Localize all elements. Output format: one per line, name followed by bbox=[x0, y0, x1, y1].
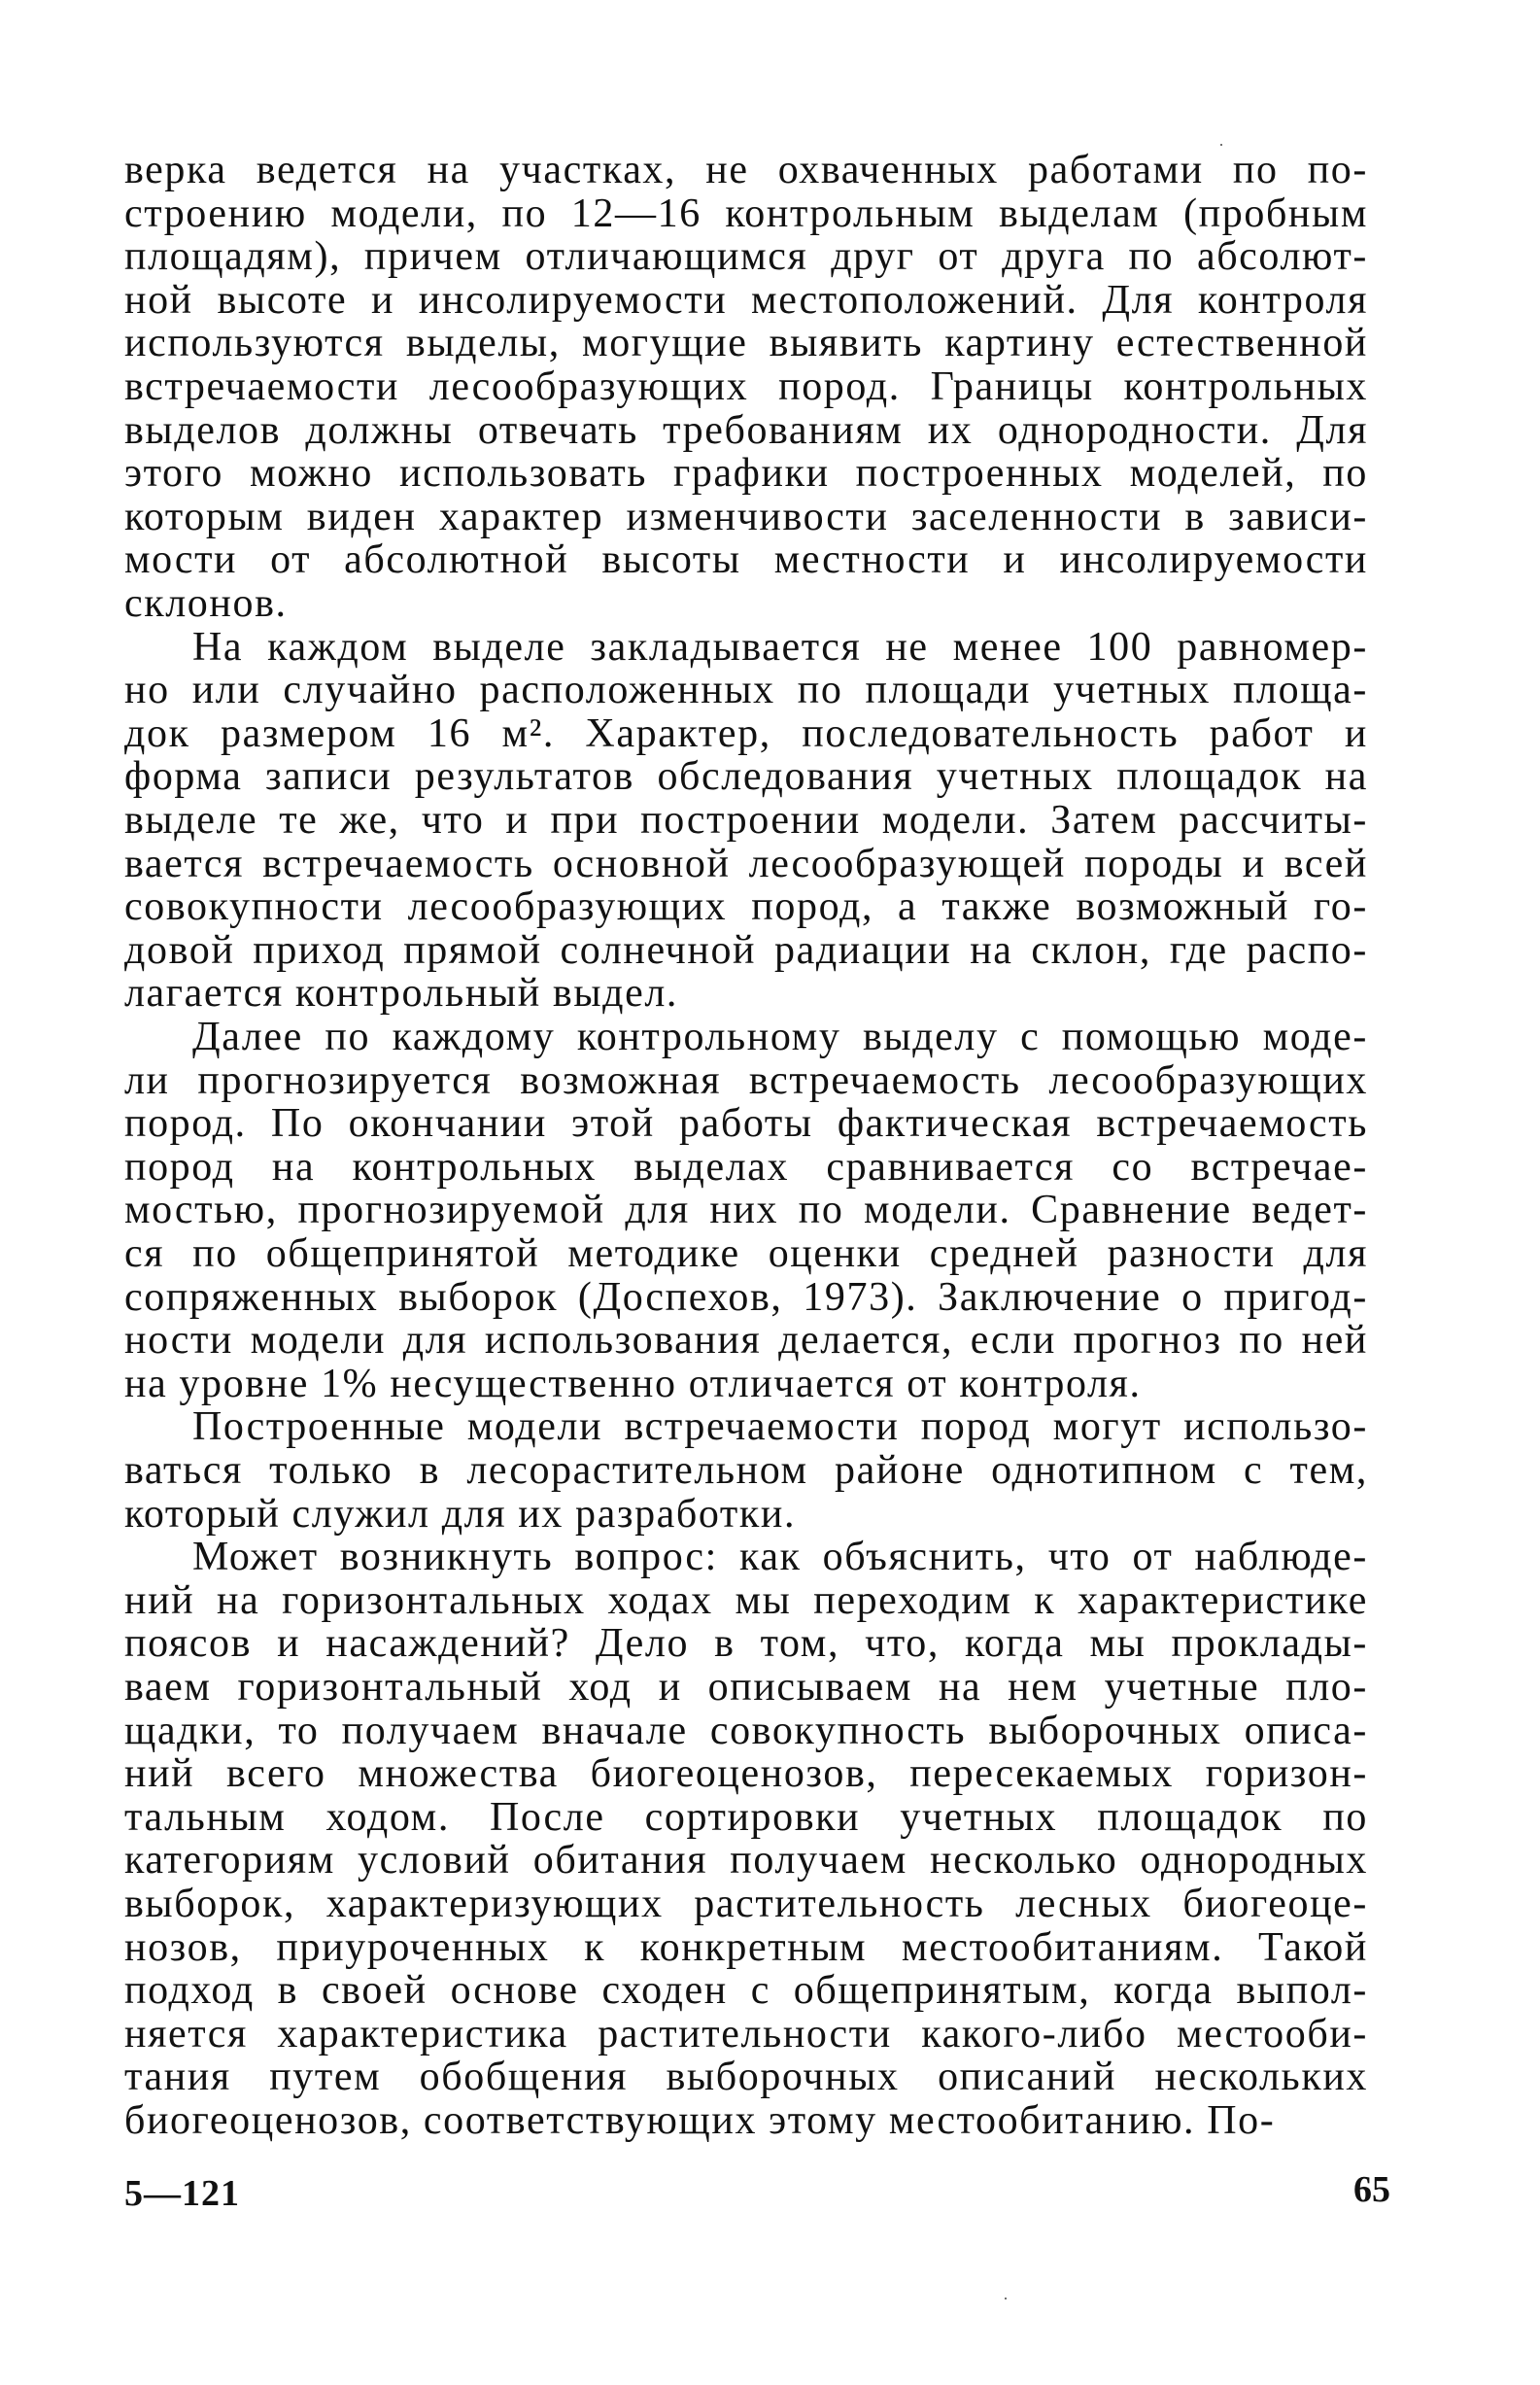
text-line: выборок, характеризующих растительность лесных биогеоце- bbox=[124, 1882, 1368, 1926]
text-line: На каждом выделе закладывается не менее 100 равномер- bbox=[192, 624, 1368, 670]
text-line: Может возникнуть вопрос: как объяснить, что от наблюде- bbox=[192, 1535, 1368, 1580]
text-line: выделе те же, что и при построении модели. Затем рассчиты- bbox=[124, 798, 1368, 843]
text-line: ности модели для использования делается, если прогноз по ней bbox=[124, 1318, 1368, 1364]
text-line: строению модели, по 12—16 контрольным выделам (пробным bbox=[124, 190, 1368, 236]
text-line: склонов. bbox=[124, 581, 288, 626]
scan-speck bbox=[1005, 2298, 1007, 2299]
text-line: пород на контрольных выделах сравнивается со встречае- bbox=[124, 1144, 1368, 1190]
text-line: няется характеристика растительности какого-либо местооби- bbox=[124, 2011, 1368, 2057]
scan-speck bbox=[1220, 144, 1222, 146]
text-line: ся по общепринятой методике оценки средней разности для bbox=[124, 1231, 1368, 1276]
text-line: ваем горизонтальный ход и описываем на нем учетные пло- bbox=[124, 1665, 1368, 1710]
text-line: Построенные модели встречаемости пород могут использо- bbox=[192, 1404, 1368, 1450]
text-line: площадям), причем отличающимся друг от друга по абсолют- bbox=[124, 234, 1368, 280]
text-line: лагается контрольный выдел. bbox=[124, 971, 679, 1017]
text-line: ной высоте и инсолируемости местоположений. Для контроля bbox=[124, 277, 1368, 323]
text-line: мости от абсолютной высоты местности и инсолируемости bbox=[124, 537, 1368, 583]
page-number: 65 bbox=[1353, 2169, 1390, 2210]
text-line: но или случайно расположенных по площади учетных площа- bbox=[124, 668, 1368, 713]
text-line: щадки, то получаем вначале совокупность выборочных описа- bbox=[124, 1708, 1368, 1753]
text-line: используются выделы, могущие выявить картину естественной bbox=[124, 321, 1368, 366]
text-line: категориям условий обитания получаем несколько однородных bbox=[124, 1838, 1368, 1884]
text-line: ний на горизонтальных ходах мы переходим к характеристике bbox=[124, 1577, 1368, 1623]
text-line: этого можно использовать графики построенных моделей, по bbox=[124, 451, 1368, 497]
text-line: совокупности лесообразующих пород, а также возможный го- bbox=[124, 884, 1368, 930]
printer-signature-mark: 5—121 bbox=[124, 2173, 240, 2214]
text-line: пород. По окончании этой работы фактическая встречаемость bbox=[124, 1101, 1368, 1147]
text-line: которым виден характер изменчивости заселенности в зависи- bbox=[124, 494, 1368, 539]
text-line: биогеоценозов, соответствующих этому местообитанию. По- bbox=[124, 2098, 1276, 2143]
text-line: ваться только в лесорастительном районе однотипном с тем, bbox=[124, 1448, 1368, 1493]
text-line: выделов должны отвечать требованиям их однородности. Для bbox=[124, 407, 1368, 453]
text-line: мостью, прогнозируемой для них по модели. Сравнение ведет- bbox=[124, 1188, 1368, 1233]
text-line: который служил для их разработки. bbox=[124, 1491, 797, 1537]
text-line: ли прогнозируется возможная встречаемость лесообразующих bbox=[124, 1057, 1368, 1103]
text-line: нозов, приуроченных к конкретным местообитаниям. Такой bbox=[124, 1924, 1368, 1970]
text-line: подход в своей основе сходен с общепринятым, когда выпол- bbox=[124, 1968, 1368, 2014]
text-line: тальным ходом. После сортировки учетных площадок по bbox=[124, 1794, 1368, 1840]
text-line: сопряженных выборок (Доспехов, 1973). Заключение о пригод- bbox=[124, 1274, 1368, 1320]
text-line: док размером 16 м². Характер, последовательность работ и bbox=[124, 710, 1368, 756]
text-line: встречаемости лесообразующих пород. Границы контрольных bbox=[124, 364, 1368, 409]
text-line: довой приход прямой солнечной радиации на склон, где распо- bbox=[124, 927, 1368, 973]
text-line: поясов и насаждений? Дело в том, что, когда мы проклады- bbox=[124, 1621, 1368, 1667]
text-line: Далее по каждому контрольному выделу с помощью моде- bbox=[192, 1015, 1368, 1059]
text-line: на уровне 1% несущественно отличается от контроля. bbox=[124, 1361, 1142, 1406]
text-line: форма записи результатов обследования учетных площадок на bbox=[124, 754, 1368, 800]
text-line: верка ведется на участках, не охваченных работами по по- bbox=[124, 148, 1368, 192]
text-line: ний всего множества биогеоценозов, пересекаемых горизон- bbox=[124, 1751, 1368, 1797]
text-line: вается встречаемость основной лесообразующей породы и всей bbox=[124, 841, 1368, 886]
text-line: тания путем обобщения выборочных описаний нескольких bbox=[124, 2055, 1368, 2100]
